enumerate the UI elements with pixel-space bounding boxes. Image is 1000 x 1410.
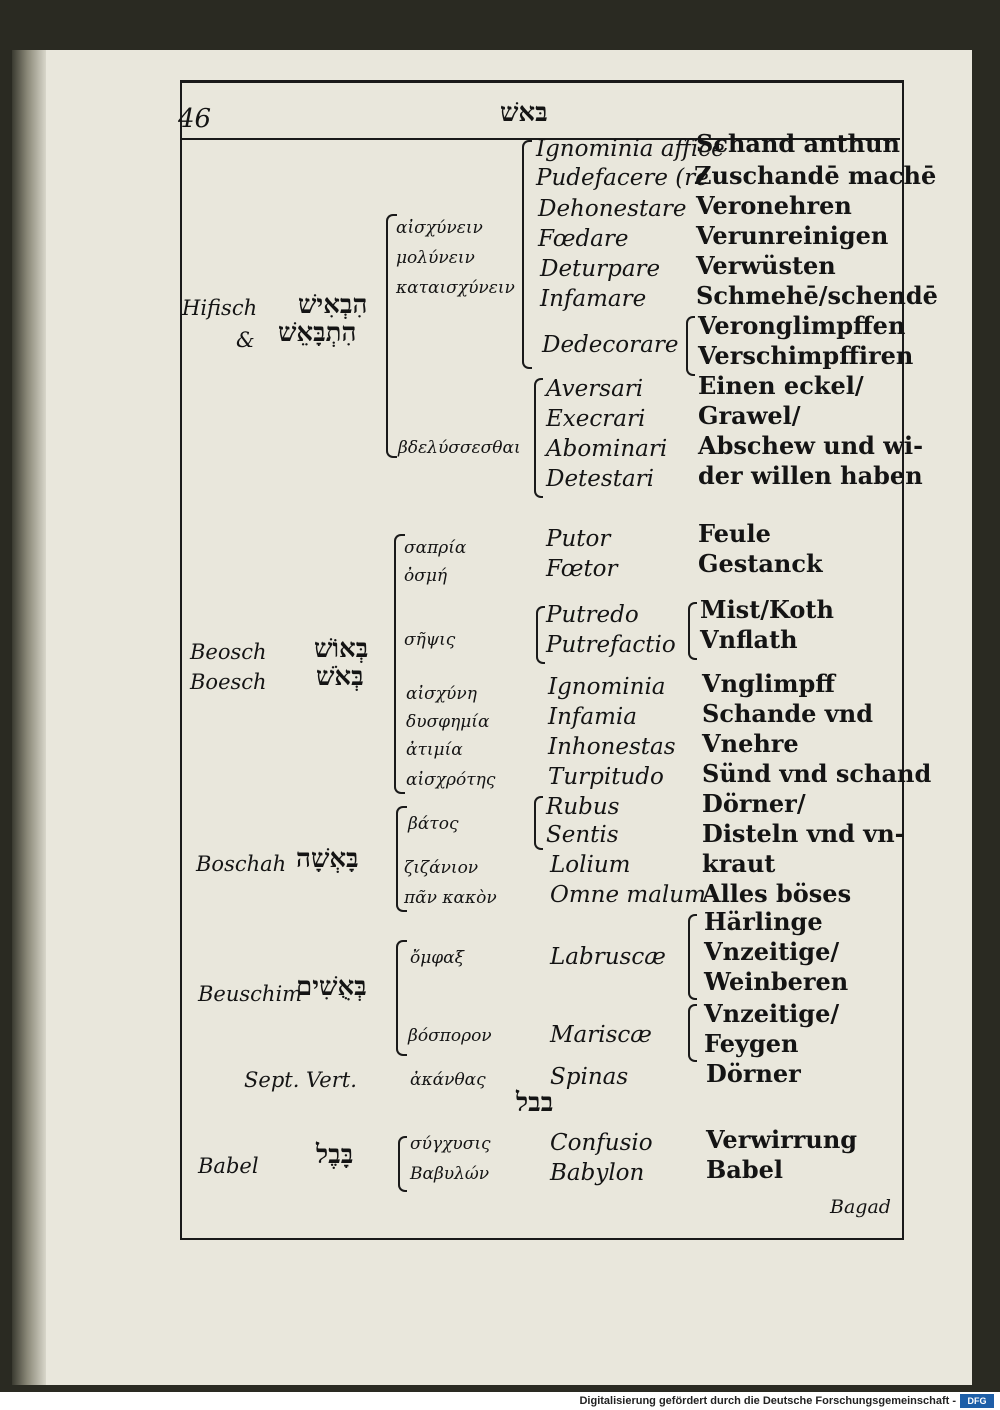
name-boesch: Boesch: [190, 670, 267, 694]
german-gloss: Verunreinigen: [696, 221, 889, 250]
latin-gloss: Labruscæ: [550, 944, 666, 970]
greek: σῆψις: [404, 630, 456, 650]
greek: ἀκάνθας: [410, 1070, 486, 1090]
hebrew-hivish: הִבְאִישׁ: [298, 290, 368, 320]
latin-gloss: Ignominia affice: [536, 136, 725, 162]
latin-gloss: Fœtor: [546, 556, 618, 582]
hebrew-boshah: בָּאְשָׁה: [296, 844, 359, 874]
latin-gloss: Sentis: [546, 822, 619, 848]
latin-gloss: Inhonestas: [548, 734, 676, 760]
name-boschah: Boschah: [196, 852, 287, 876]
greek: καταισχύνειν: [396, 278, 515, 298]
greek: ὄμφαξ: [410, 948, 465, 968]
latin-gloss: Spinas: [550, 1064, 629, 1090]
latin-gloss: Rubus: [546, 794, 620, 820]
german-gloss: Dörner/: [702, 789, 806, 818]
latin-gloss: Ignominia: [548, 674, 666, 700]
german-gloss: Verschimpffiren: [698, 341, 914, 370]
latin-gloss: Aversari: [546, 376, 644, 402]
greek: αἰσχρότης: [406, 770, 496, 790]
greek: βόσπορον: [408, 1026, 492, 1046]
german-gloss: kraut: [702, 849, 776, 878]
latin-gloss: Fœdare: [538, 226, 629, 252]
latin-gloss: Detestari: [546, 466, 655, 492]
latin-gloss: Putor: [546, 526, 611, 552]
german-gloss: Härlinge: [704, 907, 823, 936]
section-head: בבל: [516, 1088, 554, 1118]
name-babel: Babel: [198, 1154, 259, 1178]
latin-gloss: Infamare: [540, 286, 647, 312]
latin-gloss: Dedecorare: [542, 332, 679, 358]
german-gloss: Babel: [706, 1155, 784, 1184]
brace: [522, 140, 532, 369]
hebrew-boesh: בְּאֹשׁ: [316, 662, 364, 692]
greek: ἀτιμία: [406, 740, 463, 760]
hebrew-beushim: בְּאֻשִׁים: [296, 972, 367, 1002]
german-gloss: Feule: [698, 519, 771, 548]
latin-gloss: Lolium: [550, 852, 631, 878]
book-spine: [12, 50, 46, 1385]
funding-credit: Digitalisierung gefördert durch die Deutsche Forschungsgemeinschaft -: [579, 1395, 956, 1407]
hebrew-hitbaesh: הִתְבָּאֵשׁ: [278, 318, 357, 348]
latin-gloss: Dehonestare: [538, 196, 687, 222]
greek: μολύνειν: [396, 248, 475, 268]
brace: [534, 378, 543, 498]
german-gloss: Dörner: [706, 1059, 801, 1088]
name-beuschim: Beuschim: [198, 982, 303, 1006]
brace: [534, 796, 543, 850]
page-number: 46: [178, 104, 212, 134]
dfg-logo: DFG: [960, 1394, 994, 1408]
greek: αἰσχύνειν: [396, 218, 483, 238]
german-gloss: Schand anthun: [696, 129, 900, 158]
greek: αἰσχύνη: [406, 684, 477, 704]
catchword: Bagad: [830, 1196, 891, 1218]
german-gloss: Vnehre: [702, 729, 799, 758]
german-gloss: Mist/Koth: [700, 595, 834, 624]
german-gloss: Vnglimpff: [702, 669, 835, 698]
latin-gloss: Mariscæ: [550, 1022, 652, 1048]
brace: [688, 602, 697, 660]
german-gloss: Schande vnd: [702, 699, 873, 728]
greek: σύγχυσις: [410, 1134, 491, 1154]
name-amp: &: [236, 328, 255, 352]
german-gloss: Einen eckel/: [698, 371, 864, 400]
german-gloss: Sünd vnd schand: [702, 759, 932, 788]
brace: [536, 606, 545, 664]
name-hifisch: Hifisch: [182, 296, 258, 320]
german-gloss: Verwüsten: [696, 251, 836, 280]
german-gloss: Vnflath: [700, 625, 798, 654]
german-gloss: Vnzeitige/: [704, 937, 840, 966]
name-sept-vert: Sept. Vert.: [244, 1068, 357, 1092]
latin-gloss: Confusio: [550, 1130, 653, 1156]
name-beosch: Beosch: [190, 640, 267, 664]
latin-gloss: Pudefacere (re: [536, 165, 709, 191]
german-gloss: Verwirrung: [706, 1125, 858, 1154]
german-gloss: Alles böses: [702, 879, 852, 908]
greek: Βαβυλών: [410, 1164, 490, 1184]
brace: [688, 1004, 697, 1062]
brace: [688, 914, 697, 1000]
greek: βάτος: [408, 814, 459, 834]
german-gloss: Grawel/: [698, 401, 801, 430]
german-gloss: der willen haben: [698, 461, 923, 490]
greek: σαπρία: [404, 538, 467, 558]
latin-gloss: Abominari: [546, 436, 668, 462]
greek: ὀσμή: [404, 566, 448, 586]
latin-gloss: Deturpare: [540, 256, 661, 282]
german-gloss: Feygen: [704, 1029, 799, 1058]
hebrew-beosh: בְּאוֹשׁ: [314, 634, 369, 664]
hebrew-bavel: בָּבֶל: [316, 1140, 354, 1170]
german-gloss: Veronehren: [696, 191, 852, 220]
running-head: בּאשׁ: [500, 98, 548, 128]
brace: [686, 316, 695, 376]
latin-gloss: Infamia: [548, 704, 638, 730]
brace: [398, 1136, 407, 1192]
latin-gloss: Turpitudo: [548, 764, 664, 790]
latin-gloss: Babylon: [550, 1160, 645, 1186]
brace: [396, 940, 407, 1056]
greek: πᾶν κακὸν: [404, 888, 497, 908]
greek: βδελύσσεσθαι: [398, 438, 521, 458]
latin-gloss: Putrefactio: [546, 632, 676, 658]
german-gloss: Disteln vnd vn-: [702, 819, 905, 848]
greek: δυσφημία: [406, 712, 490, 732]
german-gloss: Zuschandē machē: [694, 161, 937, 190]
latin-gloss: Omne malum: [550, 882, 706, 908]
german-gloss: Weinberen: [704, 967, 849, 996]
german-gloss: Schmehē/schendē: [696, 281, 938, 310]
german-gloss: Veronglimpffen: [698, 311, 906, 340]
german-gloss: Gestanck: [698, 549, 823, 578]
latin-gloss: Putredo: [546, 602, 639, 628]
greek: ζιζάνιον: [404, 858, 479, 878]
latin-gloss: Execrari: [546, 406, 646, 432]
footer-bar: [0, 1392, 1000, 1410]
german-gloss: Abschew und wi-: [698, 431, 924, 460]
german-gloss: Vnzeitige/: [704, 999, 840, 1028]
